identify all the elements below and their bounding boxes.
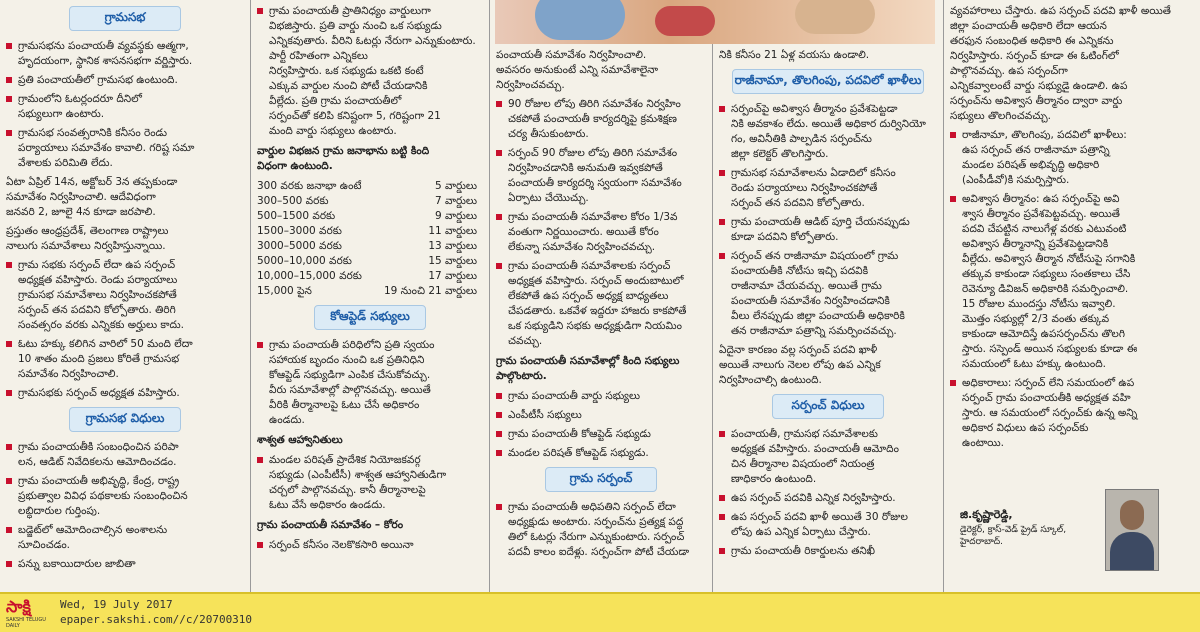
column-3-members — [496, 389, 706, 461]
bullet-paragraph: బడ్జెట్‌లో ఆమోదించాల్సిన అంశాలను సూచించడం. — [6, 523, 244, 553]
population-range: 300–500 వరకు — [257, 195, 329, 207]
bullet-paragraph: గ్రామ పంచాయతీ అభివృద్ధి, కేంద్ర, రాష్ట్ర ప్రభుత్వాల వివిధ పథకాలకు సంబంధించిన లబ్ధిదారుల గుర్తింపు. — [6, 474, 244, 519]
ward-count: 17 వార్డులు — [428, 270, 477, 282]
bullet-paragraph: గ్రామ పంచాయతీకి సంబంధించిన పరిపా లన, ఆడిట్ నివేదికలను ఆమోదించడం. — [6, 440, 244, 470]
square-bullet-icon — [719, 495, 725, 501]
ward-table-row — [257, 224, 483, 239]
bullet-paragraph: అధికారాలు: సర్పంచ్ లేని సమయంలో ఉప సర్పంచ్ గ్రామ పంచాయతీకి అధ్యక్షత వహి స్తారు. ఆ సమయంలో సర్పంచ్‌కు ఉన్న అన్ని అధికార విధులు ఉప సర్పంచ్‌కు ఉంటాయి. — [950, 376, 1194, 451]
section-heading-sarpanch-duties: సర్పంచ్ విధులు — [772, 394, 884, 419]
ward-count: 9 వార్డులు — [435, 210, 477, 222]
square-bullet-icon — [496, 393, 502, 399]
square-bullet-icon — [950, 132, 956, 138]
article-illustration — [495, 0, 935, 44]
paragraph: వ్యవహారాలు చేస్తారు. ఉప సర్పంచ్ పదవి ఖాళీ అయితే జిల్లా పంచాయతీ అధికారి లేదా ఆయన తరఫున సంబంధిత అధికారి ఈ ఎన్నికను నిర్వహిస్తారు. సర్పంచ్ కూడా ఈ ఓటింగ్‌లో పాల్గొనవచ్చు. ఉప సర్పంచ్‌గా ఎన్నికవ్వాలంటే వార్డు సభ్యుడై ఉండాలి. ఉప సర్పంచ్‌ను అవిశ్వాస తీర్మానం ద్వారా వార్డు సభ్యులు తొలగించవచ్చు. — [950, 5, 1171, 122]
square-bullet-icon — [496, 412, 502, 418]
population-range: 300 వరకు జనాభా ఉంటే — [257, 180, 362, 192]
bullet-paragraph: గ్రామ పంచాయతీ ప్రాతినిధ్యం వార్డులుగా విభజిస్తారు. ప్రతి వార్డు నుంచి ఒక సభ్యుడు ఎన్నికవుతారు. వీరిని ఓటర్లు నేరుగా ఎన్నుకుంటారు. పార్టీ రహితంగా ఎన్నికలు నిర్వహిస్తారు. ఒక సభ్యుడు ఒకటి కంటే ఎక్కువ వార్డుల నుంచి పోటీ చేయడానికి వీల్లేదు. ప్రతి గ్రామ పంచాయతీలో సర్పంచ్‌తో కలిపి కనిష్టంగా 5, గరిష్టంగా 21 మంది వార్డు సభ్యులు ఉంటారు. — [257, 4, 483, 139]
square-bullet-icon — [257, 457, 263, 463]
permanent-invitees-heading: శాశ్వత ఆహ్వానితులు — [257, 434, 343, 446]
square-bullet-icon — [496, 263, 502, 269]
bullet-paragraph: గ్రామ పంచాయతీ అధిపతిని సర్పంచ్ లేదా అధ్యక్షుడు అంటారు. సర్పంచ్‌ను ప్రత్యక్ష పద్ధ తిలో ఓటర్లు నేరుగా ఎన్నుకుంటారు. సర్పంచ్ పదవీ కాలం ఐదేళ్లు. సర్పంచ్‌గా పోటీ చేయడా — [496, 500, 706, 560]
bullet-paragraph: గ్రామ సభకు సర్పంచ్ లేదా ఉప సర్పంచ్ అధ్యక్షత వహిస్తారు. రెండు పర్యాయాలు గ్రామసభ సమావేశాలు నిర్వహించకపోతే సర్పంచ్ తన పదవిని కోల్పోతారు. తిరిగి సంవత్సరం వరకు ఎన్నికకు అర్హులు కాదు. — [6, 258, 244, 333]
column-2-coopted — [257, 338, 483, 428]
bullet-paragraph: గ్రామ పంచాయతీ వార్డు సభ్యులు — [496, 389, 706, 404]
column-4-intro — [719, 48, 937, 63]
column-4-duties — [719, 427, 937, 559]
population-range: 15,000 పైన — [257, 285, 312, 297]
ward-table-row — [257, 209, 483, 224]
bullet-paragraph: మండల పరిషత్ ప్రాదేశిక నియోజకవర్గ సభ్యుడు (ఎంపీటీసీ) శాశ్వత ఆహ్వానితుడిగా చర్చలో పాల్గొనవచ్చు. కానీ తీర్మానాలపై ఓటు వేసే అధికారం ఉండదు. — [257, 453, 483, 513]
square-bullet-icon — [6, 444, 12, 450]
ward-count: 11 వార్డులు — [428, 225, 477, 237]
column-2-paragraphs — [257, 4, 483, 139]
square-bullet-icon — [496, 504, 502, 510]
quorum-heading: గ్రామ పంచాయతీ సమావేశం – కోరం — [257, 519, 404, 531]
section-heading-sarpanch: గ్రామ సర్పంచ్ — [545, 467, 657, 492]
ward-count: 19 నుంచి 21 వార్డులు — [383, 285, 477, 297]
column-1-paragraphs — [6, 39, 244, 401]
bullet-paragraph: 90 రోజుల లోపు తిరిగి సమావేశం నిర్వహిం చకపోతే పంచాయతీ కార్యదర్శిపై క్రమశిక్షణ చర్య తీసుకుంటారు. — [496, 97, 706, 142]
square-bullet-icon — [257, 342, 263, 348]
section-heading-coopted-members: కోఆప్టెడ్ సభ్యులు — [314, 305, 426, 330]
square-bullet-icon — [719, 431, 725, 437]
author-credit — [960, 508, 1100, 548]
ward-table-row — [257, 179, 483, 194]
square-bullet-icon — [950, 380, 956, 386]
edition-date: Wed, 19 July 2017 — [60, 598, 173, 611]
ward-table-row — [257, 284, 483, 299]
ward-table-row — [257, 194, 483, 209]
bullet-paragraph: రాజీనామా, తొలగింపు, పదవిలో ఖాళీలు: ఉప సర్పంచ్ తన రాజీనామా పత్రాన్ని మండల పరిషత్ అభివృద్ధి అధికారి (ఎంపీడీవో)కి సమర్పిస్తారు. — [950, 128, 1194, 188]
bullet-paragraph: గ్రామ పంచాయతీ సమావేశాల కోరం 1/3వ వంతుగా నిర్ణయించారు. అయితే కోరం లేకున్నా సమావేశం నిర్వహించవచ్చు. — [496, 210, 706, 255]
square-bullet-icon — [6, 96, 12, 102]
square-bullet-icon — [6, 262, 12, 268]
bullet-paragraph: గ్రామ పంచాయతీ పరిధిలోని ప్రతి స్వయం సహాయక బృందం నుంచి ఒక ప్రతినిధిని కోఆప్టెడ్ సభ్యుడిగా ఎంపిక చేసుకోవచ్చు. వీరు సమావేశాల్లో పాల్గొనవచ్చు. అయితే వీరికి తీర్మానాలపై ఓటు చేసే అధికారం ఉండదు. — [257, 338, 483, 428]
bullet-paragraph: గ్రామంలోని ఓటర్లందరూ దీనిలో సభ్యులుగా ఉంటారు. — [6, 92, 244, 122]
bullet-paragraph: ఉప సర్పంచ్ పదవికి ఎన్నిక నిర్వహిస్తారు. — [719, 491, 937, 506]
bullet-paragraph: గ్రామ పంచాయతీ సమావేశాలకు సర్పంచ్ అధ్యక్షత వహిస్తారు. సర్పంచ్ అందుబాటులో లేకపోతే ఉప సర్పంచ్ అధ్యక్ష బాధ్యతలు చేపడతారు. ఒకవేళ ఇద్దరూ హాజరు కాకపోతే ఒక సభ్యుడిని సభకు అధ్యక్షుడిగా నియమిం చవచ్చు. — [496, 259, 706, 349]
population-range: 10,000–15,000 వరకు — [257, 270, 362, 282]
column-3-paragraphs — [496, 48, 706, 349]
population-range: 1500–3000 వరకు — [257, 225, 342, 237]
square-bullet-icon — [6, 527, 12, 533]
square-bullet-icon — [6, 341, 12, 347]
section-heading-gramasabha-duties: గ్రామసభ విధులు — [69, 407, 181, 432]
bullet-paragraph: గ్రామసభకు సర్పంచ్ అధ్యక్షత వహిస్తారు. — [6, 386, 244, 401]
ward-division-heading: వార్డుల విభజన గ్రామ జనాభాను బట్టి కింది విధంగా ఉంటుంది. — [257, 145, 430, 172]
ward-count: 7 వార్డులు — [435, 195, 477, 207]
bullet-paragraph: సర్పంచ్ కనీసం నెలకొకసారి అయినా — [257, 538, 483, 553]
column-2-quorum — [257, 538, 483, 553]
ward-table — [257, 179, 483, 299]
ward-count: 5 వార్డులు — [435, 180, 477, 192]
square-bullet-icon — [719, 219, 725, 225]
population-range: 5000–10,000 వరకు — [257, 255, 352, 267]
square-bullet-icon — [719, 548, 725, 554]
square-bullet-icon — [496, 101, 502, 107]
square-bullet-icon — [6, 390, 12, 396]
square-bullet-icon — [6, 130, 12, 136]
bullet-paragraph: పంచాయతీ, గ్రామసభ సమావేశాలకు అధ్యక్షత వహిస్తారు. పంచాయతీ ఆమోదిం చిన తీర్మానాల విషయంలో నియంత్ర ణాధికారం ఉంటుంది. — [719, 427, 937, 487]
bullet-paragraph: ఓటు హక్కు కలిగిన వారిలో 50 మంది లేదా 10 శాతం మంది ప్రజలు కోరితే గ్రామసభ సమావేశం నిర్వహించాలి. — [6, 337, 244, 382]
ward-table-row — [257, 254, 483, 269]
column-5-paragraphs — [950, 4, 1194, 451]
bullet-paragraph: గ్రామసభ సమావేశాలను ఏడాదిలో కనీసం రెండు పర్యాయాలు నిర్వహించకపోతే సర్పంచ్ తన పదవిని కోల్పోతారు. — [719, 166, 937, 211]
bullet-paragraph: సర్పంచ్ తన రాజీనామా విషయంలో గ్రామ పంచాయతీకి నోటీసు ఇచ్చి పదవికి రాజీనామా చేయవచ్చు. అయితే గ్రామ పంచాయతీ సమావేశం నిర్వహించడానికి వీలు లేనప్పుడు జిల్లా పంచాయతీ అధికారికి తన రాజీనామా పత్రాన్ని సమర్పించవచ్చు. — [719, 249, 937, 339]
bullet-paragraph: గ్రామ పంచాయతీ ఆడిట్ పూర్తి చేయనప్పుడు కూడా పదవిని కోల్పోతారు. — [719, 215, 937, 245]
ward-count: 15 వార్డులు — [428, 255, 477, 267]
bullet-paragraph: ఎంపీటీసీ సభ్యులు — [496, 408, 706, 423]
column-2-invitees — [257, 453, 483, 513]
column-5 — [944, 0, 1200, 592]
ward-table-row — [257, 239, 483, 254]
column-3 — [490, 44, 712, 592]
paragraph: నికి కనీసం 21 ఏళ్ల వయసు ఉండాలి. — [719, 49, 870, 61]
sakshi-logo: సాక్షి SAKSHI TELUGU DAILY — [6, 597, 46, 629]
author-name: జి.కృష్ణారెడ్డి, — [960, 508, 1013, 521]
section-heading-gramasabha: గ్రామసభ — [69, 6, 181, 31]
square-bullet-icon — [257, 8, 263, 14]
bullet-paragraph: మండల పరిషత్ కోఆప్టెడ్ సభ్యుడు. — [496, 446, 706, 461]
author-title: డైరెక్టర్, క్రాస్-వెడ్ ప్రైడ్ స్కూల్, హైదరాబాద్. — [960, 525, 1067, 547]
square-bullet-icon — [719, 253, 725, 259]
bullet-paragraph: గ్రామ పంచాయతీ కోఆప్టెడ్ సభ్యుడు — [496, 427, 706, 442]
paragraph: ప్రస్తుతం ఆంధ్రప్రదేశ్, తెలంగాణ రాష్ట్రాలు నాలుగు సమావేశాలు నిర్వహిస్తున్నాయి. — [6, 225, 169, 252]
bullet-paragraph: ప్రతి పంచాయతీలో గ్రామసభ ఉంటుంది. — [6, 73, 244, 88]
column-4 — [713, 44, 943, 592]
square-bullet-icon — [6, 561, 12, 567]
square-bullet-icon — [257, 542, 263, 548]
population-range: 3000–5000 వరకు — [257, 240, 342, 252]
paragraph: పంచాయతీ సమావేశం నిర్వహించాలి. అవసరం అనుకుంటే ఎన్ని సమావేశాలైనా నిర్వహించవచ్చు. — [496, 49, 659, 91]
column-1 — [0, 0, 250, 592]
square-bullet-icon — [719, 106, 725, 112]
square-bullet-icon — [496, 431, 502, 437]
epaper-footer — [0, 592, 1200, 632]
square-bullet-icon — [719, 170, 725, 176]
square-bullet-icon — [719, 514, 725, 520]
ward-count: 13 వార్డులు — [428, 240, 477, 252]
square-bullet-icon — [496, 450, 502, 456]
bullet-paragraph: ఉప సర్పంచ్ పదవి ఖాళీ అయితే 30 రోజుల లోపు ఉప ఎన్నిక ఏర్పాటు చేస్తారు. — [719, 510, 937, 540]
bullet-paragraph: గ్రామసభను పంచాయతీ వ్యవస్థకు ఆత్మగా, హృదయంగా, స్థానిక శాసనసభగా వర్ణిస్తారు. — [6, 39, 244, 69]
paragraph: ఏటా ఏప్రిల్ 14న, అక్టోబర్ 3న తప్పకుండా సమావేశం నిర్వహించాలి. ఆదేవిధంగా జనవరి 2, జూలై 4న కూడా జరపాలి. — [6, 176, 178, 218]
bullet-paragraph: గ్రామ పంచాయతీ రికార్డులను తనిఖీ — [719, 544, 937, 559]
square-bullet-icon — [6, 77, 12, 83]
column-1-duties — [6, 440, 244, 572]
epaper-link[interactable]: epaper.sakshi.com//c/20700310 — [60, 613, 253, 626]
paragraph: ఏదైనా కారణం వల్ల సర్పంచ్ పదవి ఖాళీ అయితే నాలుగు నెలల లోపు ఉప ఎన్నిక నిర్వహించాల్సి ఉంటుంది. — [719, 344, 881, 386]
author-photo — [1105, 489, 1159, 571]
meeting-members-heading: గ్రామ పంచాయతీ సమావేశాల్లో కింది సభ్యులు పాల్గొంటారు. — [496, 355, 680, 382]
column-2 — [251, 0, 489, 592]
square-bullet-icon — [950, 196, 956, 202]
square-bullet-icon — [496, 214, 502, 220]
square-bullet-icon — [6, 43, 12, 49]
column-3-sarpanch — [496, 500, 706, 560]
bullet-paragraph: పన్ను బకాయిదారుల జాబితా — [6, 557, 244, 572]
column-4-resignation — [719, 102, 937, 388]
population-range: 500–1500 వరకు — [257, 210, 336, 222]
section-heading-resignation: రాజీనామా, తొలగింపు, పదవిలో ఖాళీలు — [732, 69, 924, 94]
square-bullet-icon — [496, 150, 502, 156]
square-bullet-icon — [6, 478, 12, 484]
bullet-paragraph: గ్రామసభ సంవత్సరానికి కనీసం రెండు పర్యాయాలు సమావేశం కావాలి. గరిష్ట సమా వేశాలకు పరిమితి లేదు. — [6, 126, 244, 171]
ward-table-row — [257, 269, 483, 284]
bullet-paragraph: సర్పంచ్ 90 రోజుల లోపు తిరిగి సమావేశం నిర్వహించడానికి అనుమతి ఇవ్వకపోతే పంచాయతీ కార్యదర్శి స్వయంగా సమావేశం ఏర్పాటు చేయొచ్చు. — [496, 146, 706, 206]
bullet-paragraph: అవిశ్వాస తీర్మానం: ఉప సర్పంచ్‌పై అవి శ్వాస తీర్మానం ప్రవేశపెట్టవచ్చు. అయితే పదవి చేపట్టిన నాలుగేళ్ల వరకు ఎటువంటి అవిశ్వాస తీర్మానాన్ని ప్రవేశపెట్టడానికి వీల్లేదు. అవిశ్వాస తీర్మాన నోటీసుపై సగానికి తక్కువ కాకుండా సభ్యులు సంతకాలు చేసి రెవెన్యూ డివిజన్ అధికారికి సమర్పించాలి. 15 రోజుల ముందస్తు నోటీసు ఇవ్వాలి. మొత్తం సభ్యుల్లో 2/3 వంతు తక్కువ కాకుండా ఆమోదిస్తే ఉపసర్పంచ్‌ను తొలగి స్తారు. సస్పెండ్ అయిన సభ్యులకు కూడా ఈ సమయంలో ఓటు హక్కు ఉంటుంది. — [950, 192, 1194, 372]
bullet-paragraph: సర్పంచ్‌పై అవిశ్వాస తీర్మానం ప్రవేశపెట్టడా నికి అవకాశం లేదు. అయితే అధికార దుర్వినియో గం, అవినీతికి పాల్పడిన సర్పంచ్‌ను జిల్లా కలెక్టర్ తొలగిస్తారు. — [719, 102, 937, 162]
